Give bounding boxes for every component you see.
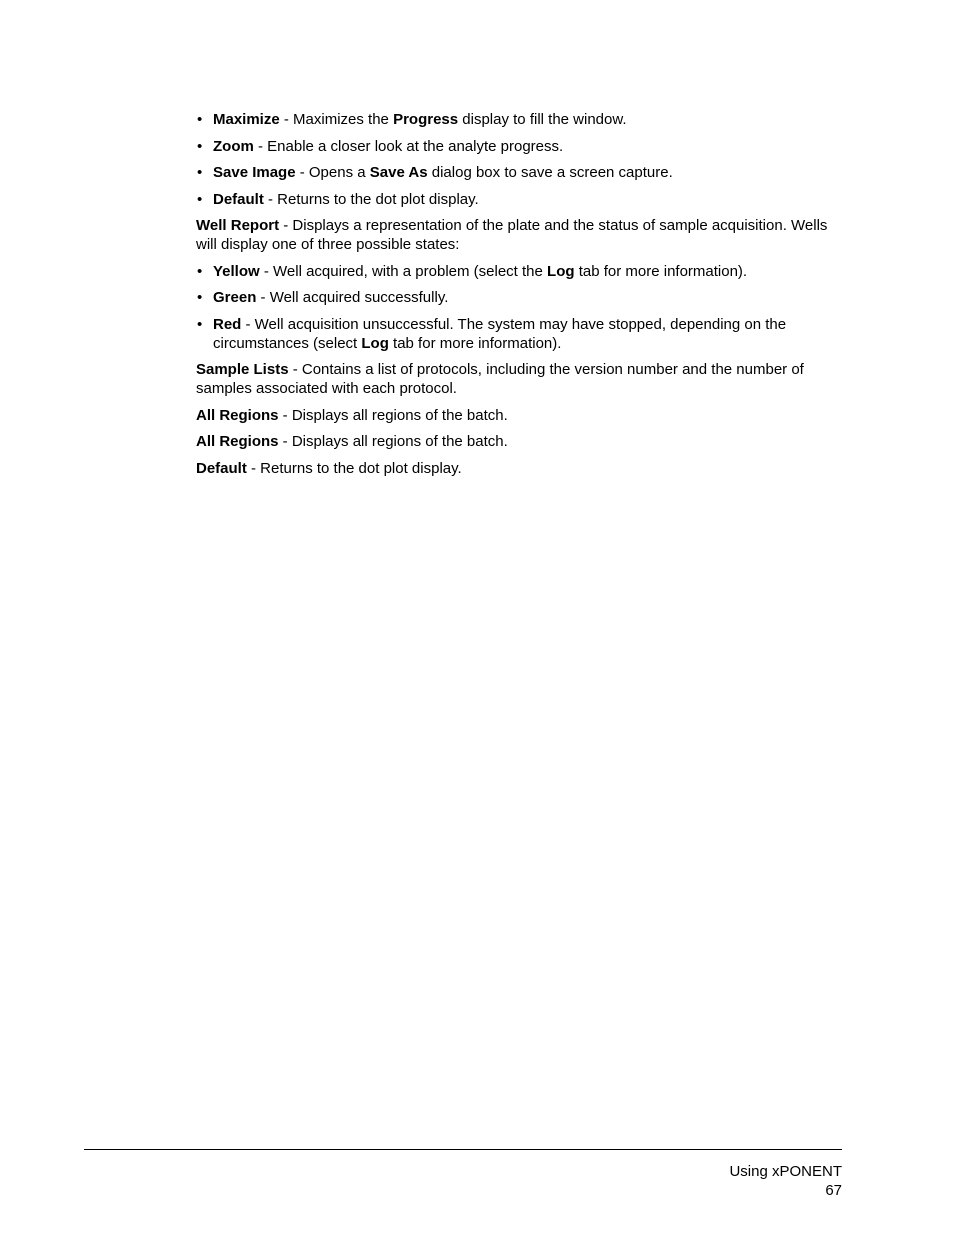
default-paragraph: Default - Returns to the dot plot display.: [196, 459, 462, 477]
list-item: • Save Image - Opens a Save As dialog box to save a screen capture.: [196, 163, 846, 182]
list-item: • Yellow - Well acquired, with a problem (select the Log tab for more information).: [196, 262, 846, 281]
footer-divider: [84, 1149, 842, 1150]
document-body: [196, 110, 846, 485]
sample-lists-paragraph: Sample Lists - Contains a list of protocols, including the version number and the number of samples associated with each protocol.: [196, 361, 804, 397]
list-item: • Red - Well acquisition unsuccessful. The system may have stopped, depending on the circumstances (select Log tab for more information).: [196, 315, 846, 353]
term: Maximize: [213, 111, 280, 128]
list-item: • Zoom - Enable a closer look at the analyte progress.: [196, 137, 846, 156]
well-report-paragraph: Well Report - Displays a representation of the plate and the status of sample acquisition. Wells will display one of three possible states:: [196, 217, 828, 253]
list-item: • Default - Returns to the dot plot display.: [196, 190, 846, 209]
well-states-list: [196, 262, 846, 353]
footer-title: Using xPONENT: [729, 1163, 842, 1180]
term: Yellow: [213, 262, 260, 280]
all-regions-paragraph: All Regions - Displays all regions of the batch.: [196, 406, 508, 424]
term: Red: [213, 315, 242, 333]
page-number: 67: [825, 1182, 842, 1199]
term: Green: [213, 289, 257, 306]
term: Default: [213, 190, 264, 208]
term: Save Image: [213, 164, 296, 181]
term: Zoom: [213, 137, 254, 155]
page-footer: [729, 1162, 842, 1200]
button-options-list: [196, 110, 846, 209]
list-item: • Maximize - Maximizes the Progress display to fill the window.: [196, 110, 846, 129]
list-item: • Green - Well acquired successfully.: [196, 288, 846, 307]
all-regions-paragraph: All Regions - Displays all regions of the batch.: [196, 433, 508, 450]
